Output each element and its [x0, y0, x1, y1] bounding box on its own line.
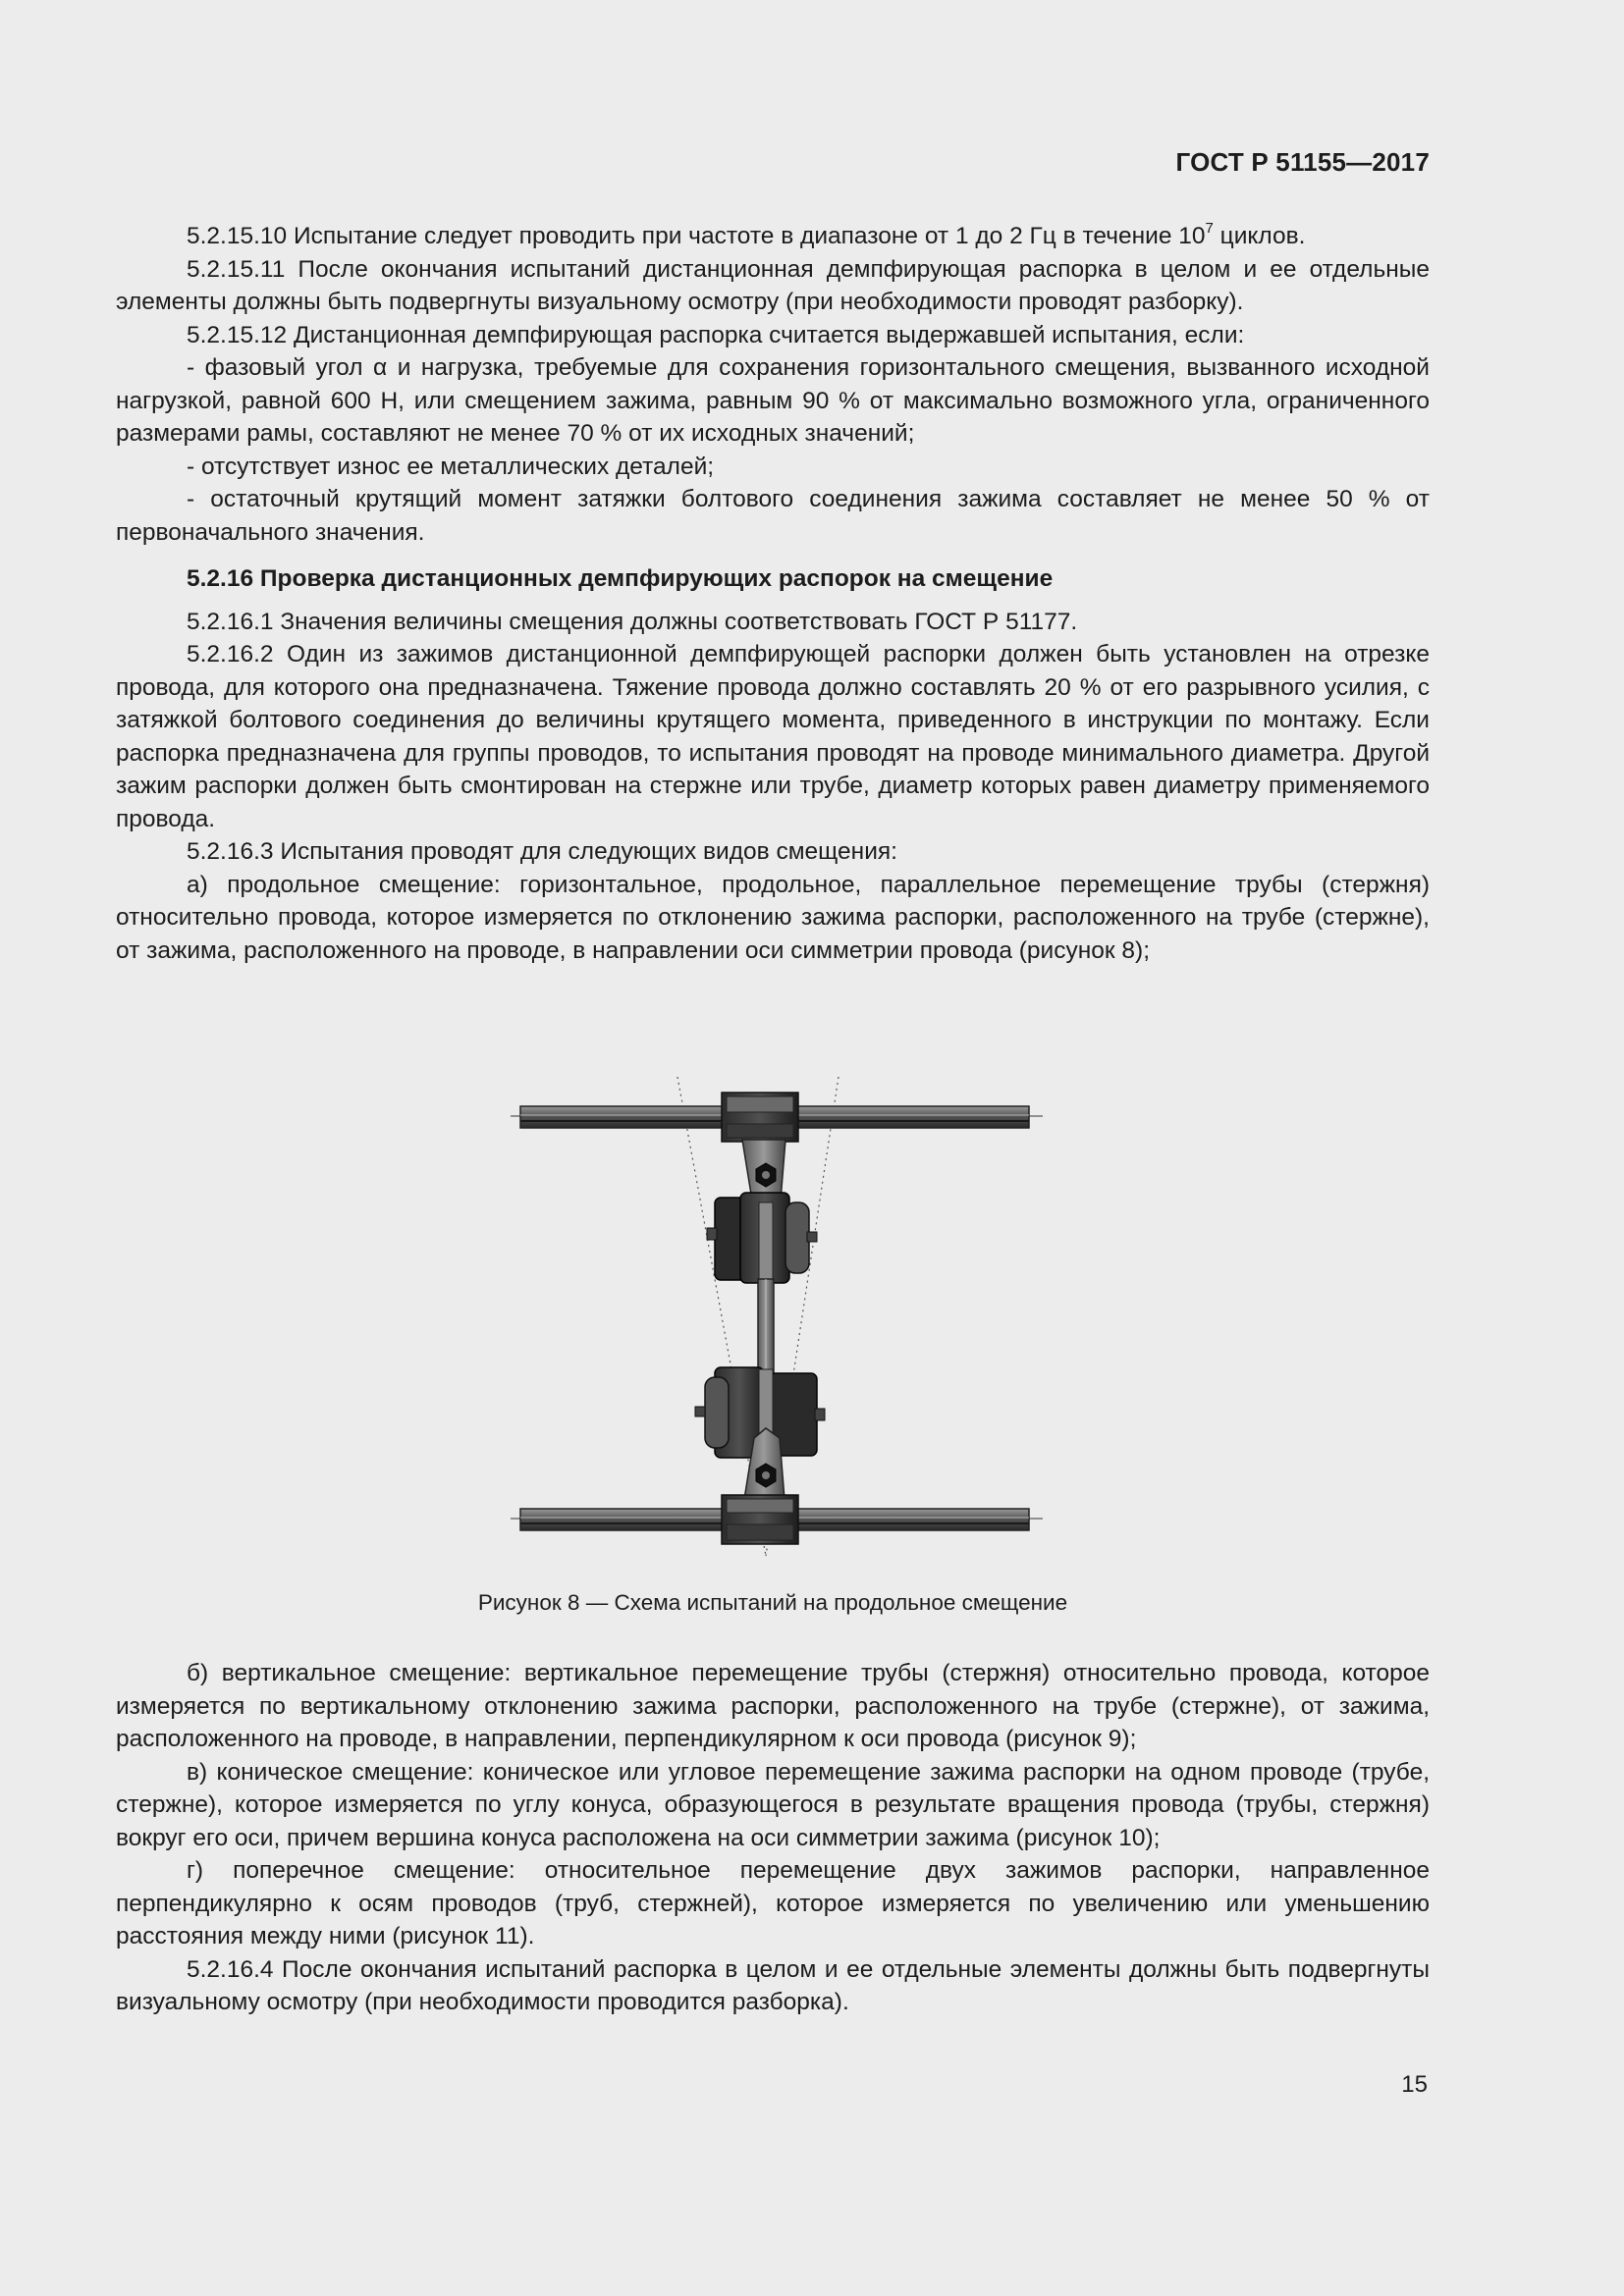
exponent: 7 [1205, 219, 1214, 237]
paragraph-5-2-16-2: 5.2.16.2 Один из зажимов дистанционной демпфирующей распорки должен быть установлен на отрезке провода, для которого она предназначена. Тяжение провода должно составлять 20 % от его разрывного усилия, с затяжкой болтового соединения до величины крутящего момента, приведенного в инструкции по монтажу. Если распорка предназначена для группы проводов, то испытания проводят на проводе минимального диаметра. Другой зажим распорки должен быть смонтирован на стержне или трубе, диаметр которых равен диаметру применяемого провода. [116, 641, 1430, 832]
page-number: 15 [1401, 2071, 1428, 2098]
list-item-conical: в) коническое смещение: коническое или угловое перемещение зажима распорки на одном проводе (трубе, стержне), которое измеряется по углу конуса, образующегося в результате вращения провода (трубы, стержня) вокруг его оси, причем вершина конуса расположена на оси симметрии зажима (рисунок 10); [116, 1758, 1430, 1851]
upper-damper-block [707, 1193, 817, 1283]
paragraph-5-2-15-10-text: 5.2.15.10 Испытание следует проводить при частоте в диапазоне от 1 до 2 Гц в течение 10 [187, 223, 1206, 249]
paragraph-5-2-15-10 [116, 220, 1430, 253]
body-text-top [116, 220, 1430, 967]
paragraph-5-2-15-10-tail: циклов. [1213, 223, 1306, 249]
paragraph-5-2-16-1: 5.2.16.1 Значения величины смещения должны соответствовать ГОСТ Р 51177. [187, 608, 1078, 635]
spacer-damper-drawing [509, 1065, 1045, 1561]
paragraph-5-2-16-3: 5.2.16.3 Испытания проводят для следующих видов смещения: [187, 838, 897, 865]
document-id-header: ГОСТ Р 51155—2017 [1175, 147, 1430, 177]
top-clamp [722, 1093, 798, 1142]
list-item-longitudinal: а) продольное смещение: горизонтальное, продольное, параллельное перемещение трубы (стержня) относительно провода, которое измеряется по отклонению зажима распорки, расположенного на трубе (стержне), от зажима, расположенного на проводе, в направлении оси симметрии провода (рисунок 8); [116, 871, 1430, 964]
list-item-vertical: б) вертикальное смещение: вертикальное перемещение трубы (стержня) относительно провода, которое измеряется по вертикальному отклонению зажима распорки, расположенного на трубе (стержне), от зажима, расположенного на проводе, в направлении, перпендикулярном к оси провода (рисунок 9); [116, 1660, 1430, 1752]
list-item-phase-angle: - фазовый угол α и нагрузка, требуемые для сохранения горизонтального смещения, вызванного исходной нагрузкой, равной 600 Н, или смещением зажима, равным 90 % от максимально возможного угла, ограниченного размерами рамы, составляют не менее 70 % от их исходных значений; [116, 354, 1430, 447]
list-item-torque: - остаточный крутящий момент затяжки болтового соединения зажима составляет не менее 50 % от первоначального значения. [116, 486, 1430, 546]
figure-caption: Рисунок 8 — Схема испытаний на продольное смещение [477, 1590, 1068, 1615]
list-item-wear: - отсутствует износ ее металлических деталей; [187, 453, 715, 480]
bottom-clamp [722, 1495, 798, 1544]
paragraph-5-2-15-12: 5.2.15.12 Дистанционная демпфирующая распорка считается выдержавшей испытания, если: [187, 321, 1245, 348]
paragraph-5-2-15-11: 5.2.15.11 После окончания испытаний дистанционная демпфирующая распорка в целом и ее отдельные элементы должны быть подвергнуты визуальному осмотру (при необходимости проводят разборку). [116, 255, 1430, 315]
body-text-bottom [116, 1657, 1430, 2019]
paragraph-5-2-16-4: 5.2.16.4 После окончания испытаний распорка в целом и ее отдельные элементы должны быть подвергнуты визуальному осмотру (при необходимости проводится разборка). [116, 1955, 1430, 2015]
section-heading-5-2-16: 5.2.16 Проверка дистанционных демпфирующих распорок на смещение [187, 565, 1054, 592]
list-item-transverse: г) поперечное смещение: относительное перемещение двух зажимов распорки, направленное перпендикулярно к осям проводов (труб, стержней), которое измеряется по увеличению или уменьшению расстояния между ними (рисунок 11). [116, 1857, 1430, 1949]
figure-8-spacer-diagram [509, 1065, 1045, 1561]
